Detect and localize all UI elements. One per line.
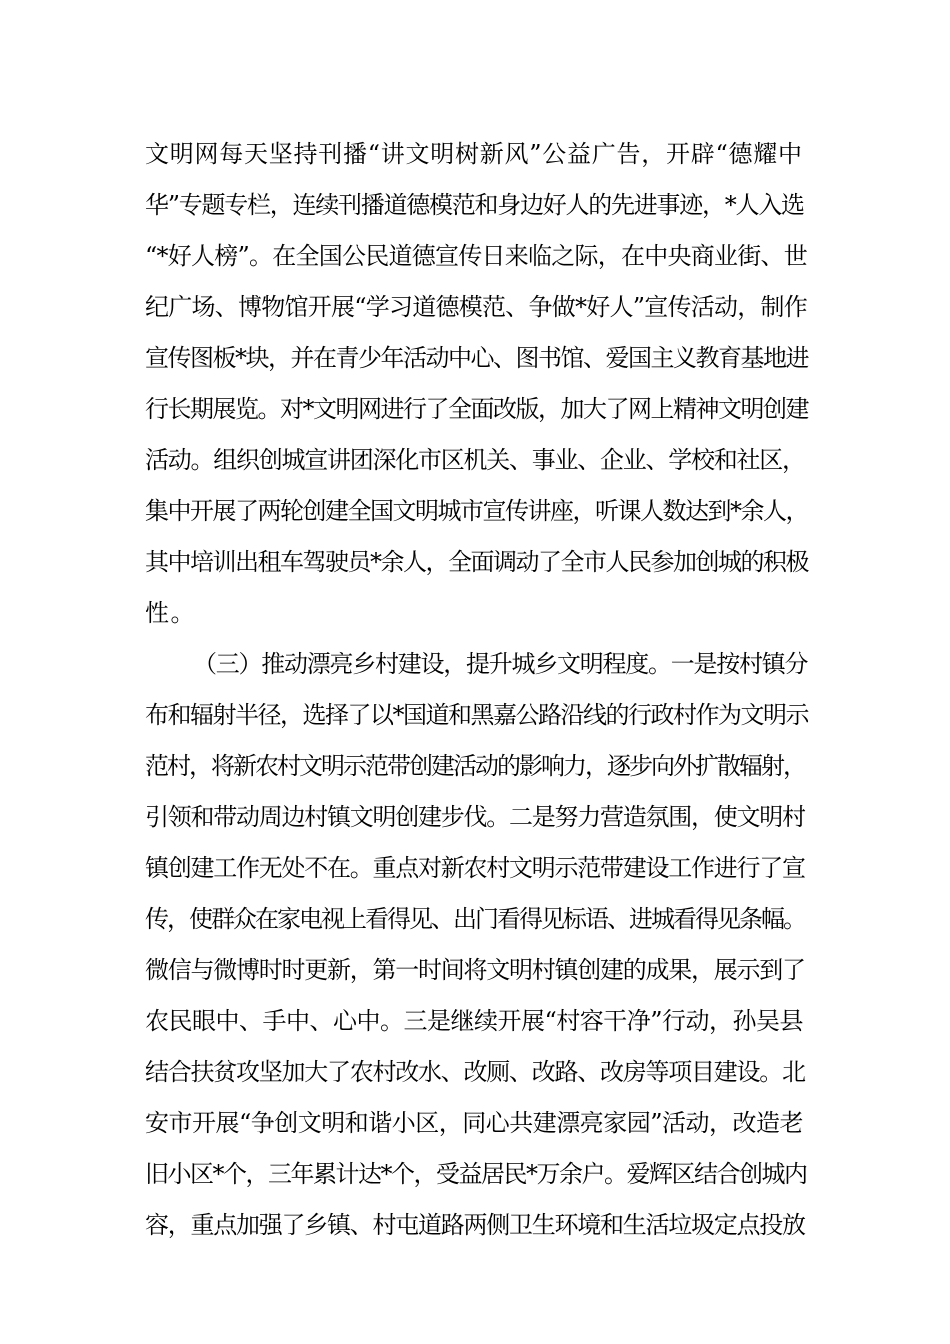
text-line: 安市开展“争创文明和谐小区，同心共建漂亮家园”活动，改造老 xyxy=(145,1109,804,1137)
text-line: 容，重点加强了乡镇、村屯道路两侧卫生环境和生活垃圾定点投放 xyxy=(145,1211,805,1239)
text-line: 结合扶贫攻坚加大了农村改水、改厕、改路、改房等项目建设。北 xyxy=(145,1058,805,1086)
text-line: 华”专题专栏，连续刊播道德模范和身边好人的先进事迹，*人入选 xyxy=(145,191,804,219)
text-line: 引领和带动周边村镇文明创建步伐。二是努力营造氛围，使文明村 xyxy=(145,803,805,831)
text-line: 传，使群众在家电视上看得见、出门看得见标语、进城看得见条幅。 xyxy=(145,905,805,933)
text-line: “*好人榜”。在全国公民道德宣传日来临之际，在中央商业街、世 xyxy=(145,242,808,270)
text-line: 纪广场、博物馆开展“学习道德模范、争做*好人”宣传活动，制作 xyxy=(145,293,808,321)
text-line: 性。 xyxy=(145,599,196,627)
paragraph-heading-line: （三）推动漂亮乡村建设，提升城乡文明程度。一是按村镇分 xyxy=(193,650,808,678)
text-line: 农民眼中、手中、心中。三是继续开展“村容干净”行动，孙吴县 xyxy=(145,1007,804,1035)
text-line: 集中开展了两轮创建全国文明城市宣传讲座，听课人数达到*余人， xyxy=(145,497,808,525)
text-line: 活动。组织创城宣讲团深化市区机关、事业、企业、学校和社区， xyxy=(145,446,805,474)
text-line: 其中培训出租车驾驶员*余人，全面调动了全市人民参加创城的积极 xyxy=(145,548,808,576)
text-line: 旧小区*个，三年累计达*个，受益居民*万余户。爱辉区结合创城内 xyxy=(145,1160,807,1188)
text-line: 宣传图板*块，并在青少年活动中心、图书馆、爱国主义教育基地进 xyxy=(145,344,808,372)
text-line: 文明网每天坚持刊播“讲文明树新风”公益广告，开辟“德耀中 xyxy=(145,140,803,168)
text-line: 微信与微博时时更新，第一时间将文明村镇创建的成果，展示到了 xyxy=(145,956,805,984)
text-line: 范村，将新农村文明示范带创建活动的影响力，逐步向外扩散辐射， xyxy=(145,752,805,780)
text-line: 镇创建工作无处不在。重点对新农村文明示范带建设工作进行了宣 xyxy=(145,854,805,882)
text-line: 行长期展览。对*文明网进行了全面改版，加大了网上精神文明创建 xyxy=(145,395,808,423)
text-line: 布和辐射半径，选择了以*国道和黑嘉公路沿线的行政村作为文明示 xyxy=(145,701,808,729)
